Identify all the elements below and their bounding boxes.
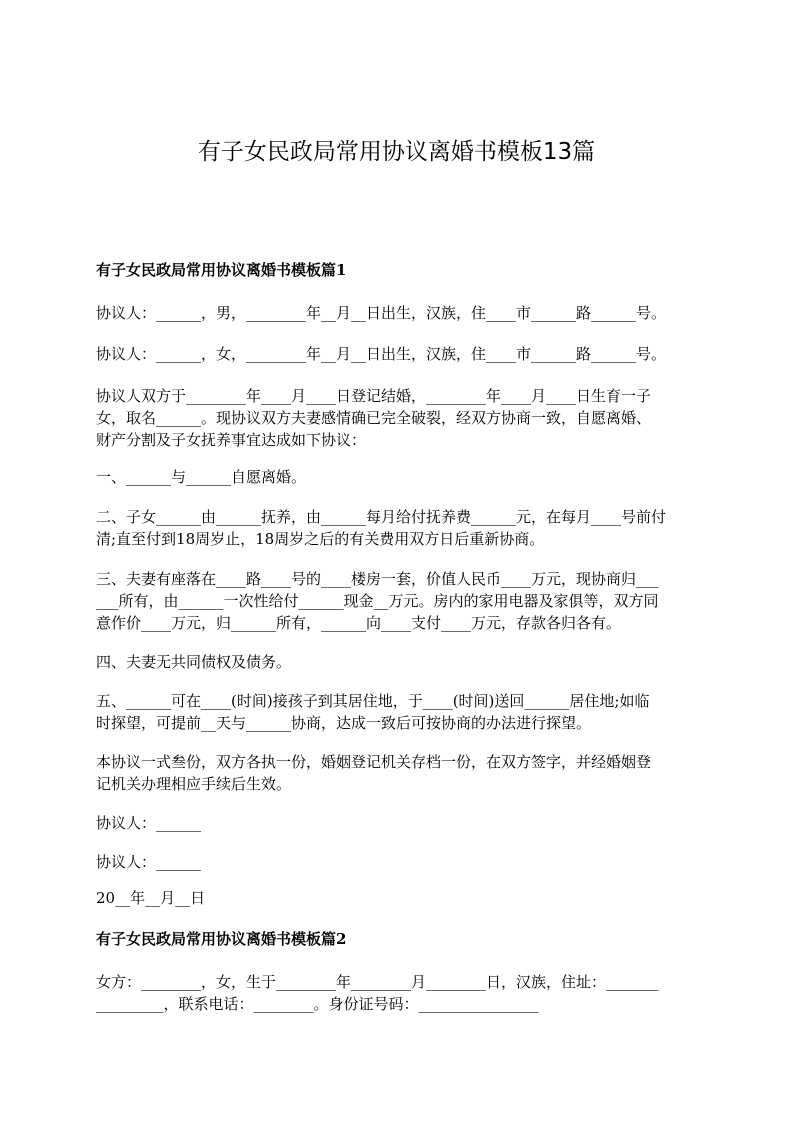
section-heading-2: 有子女民政局常用协议离婚书模板篇2 — [96, 930, 347, 948]
clause-2-line: 二、子女______由______抚养，由______每月给付抚养费______元，在每月____号前付 — [96, 508, 667, 526]
paragraph-line: 财产分割及子女抚养事宜达成如下协议： — [96, 431, 367, 449]
signature-line: 协议人：______ — [96, 853, 202, 871]
clause-3-line: 意作价____万元，归______所有，______向____支付____万元，存款各归各有。 — [96, 614, 622, 632]
paragraph-line: 协议人双方于________年____月____日登记结婚，________年____月____日生育一子 — [96, 387, 652, 405]
party-line-male: 协议人：______，男，________年__月__日出生，汉族，住____市______路______号。 — [96, 304, 667, 322]
closing-paragraph-line: 记机关办理相应手续后生效。 — [96, 775, 292, 793]
clause-1: 一、______与______自愿离婚。 — [96, 468, 307, 486]
clause-2-line: 清;直至付到18周岁止，18周岁之后的有关费用双方日后重新协商。 — [96, 530, 545, 548]
section-heading-1: 有子女民政局常用协议离婚书模板篇1 — [96, 261, 347, 279]
clause-4: 四、夫妻无共同债权及债务。 — [96, 653, 292, 671]
female-party-line: 女方：________，女，生于________年________月________日，汉族，住址：_______ — [96, 973, 659, 991]
clause-3-line: ___所有，由______一次性给付______现金__万元。房内的家用电器及家俱等，双方同 — [96, 592, 659, 610]
female-party-line: _________，联系电话：________。身份证号码：________________ — [96, 995, 539, 1013]
clause-3-line: 三、夫妻有座落在____路____号的____楼房一套，价值人民币____万元，现协商归___ — [96, 570, 659, 588]
paragraph-line: 女，取名______。现协议双方夫妻感情确已完全破裂，经双方协商一致，自愿离婚、 — [96, 409, 652, 427]
date-line: 20__年__月__日 — [96, 889, 206, 907]
clause-5-line: 五、______可在____(时间)接孩子到其居住地，于____(时间)送回______居住地;如临 — [96, 692, 650, 710]
document-title: 有子女民政局常用协议离婚书模板13篇 — [197, 139, 596, 165]
party-line-female: 协议人：______，女，________年__月__日出生，汉族，住____市______路______号。 — [96, 345, 667, 363]
clause-5-line: 时探望，可提前__天与______协商，达成一致后可按协商的办法进行探望。 — [96, 714, 592, 732]
signature-line: 协议人：______ — [96, 814, 202, 832]
closing-paragraph-line: 本协议一式叁份，双方各执一份，婚姻登记机关存档一份，在双方签字，并经婚姻登 — [96, 753, 652, 771]
